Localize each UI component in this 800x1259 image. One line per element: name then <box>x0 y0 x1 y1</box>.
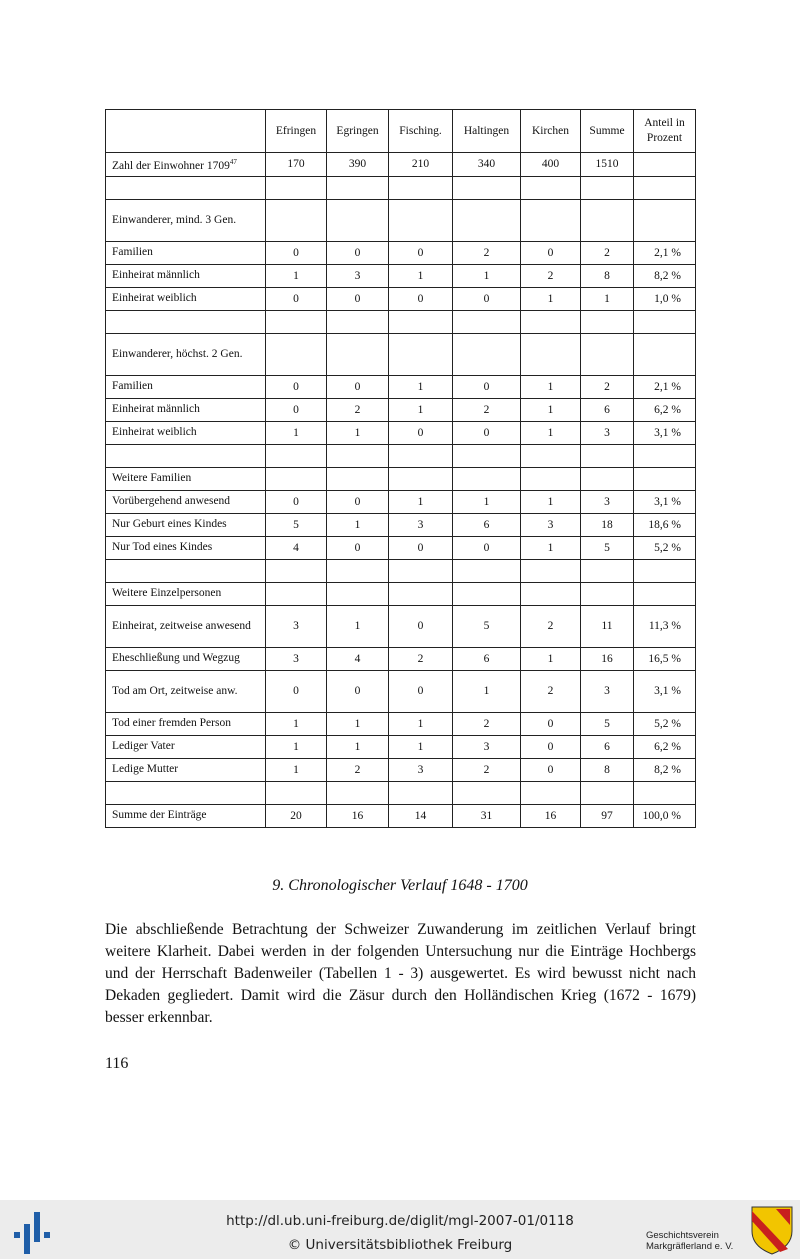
percent-cell: 5,2 % <box>634 712 696 735</box>
value-cell: 1510 <box>581 153 634 177</box>
value-cell <box>453 781 521 804</box>
row-label-text: Einwanderer, mind. 3 Gen. <box>112 213 237 226</box>
percent-cell: 3,1 % <box>634 490 696 513</box>
table-row <box>106 398 696 421</box>
percent-cell: 3,1 % <box>634 670 696 712</box>
value-cell <box>521 582 581 605</box>
value-cell <box>581 781 634 804</box>
value-cell <box>266 559 327 582</box>
value-cell <box>266 781 327 804</box>
value-cell: 1 <box>327 513 389 536</box>
value-cell: 0 <box>389 421 453 444</box>
column-header: Haltingen <box>453 110 521 153</box>
row-label <box>106 375 266 398</box>
row-label-text: Einheirat weiblich <box>112 292 197 305</box>
row-label-text: Weitere Familien <box>112 472 192 485</box>
row-label-text: Familien <box>112 246 153 259</box>
value-cell: 0 <box>266 398 327 421</box>
value-cell: 2 <box>453 712 521 735</box>
row-label <box>106 199 266 241</box>
value-cell: 0 <box>453 421 521 444</box>
row-label <box>106 264 266 287</box>
value-cell: 1 <box>389 375 453 398</box>
table-row <box>106 582 696 605</box>
value-cell: 6 <box>581 735 634 758</box>
value-cell: 6 <box>453 513 521 536</box>
table-row <box>106 264 696 287</box>
value-cell <box>581 467 634 490</box>
value-cell <box>327 176 389 199</box>
value-cell: 2 <box>521 605 581 647</box>
table-row <box>106 333 696 375</box>
value-cell <box>389 333 453 375</box>
value-cell <box>581 199 634 241</box>
value-cell: 1 <box>389 735 453 758</box>
value-cell <box>453 444 521 467</box>
value-cell <box>453 199 521 241</box>
value-cell: 1 <box>521 421 581 444</box>
value-cell <box>581 310 634 333</box>
value-cell: 170 <box>266 153 327 177</box>
value-cell <box>521 467 581 490</box>
percent-cell <box>634 176 696 199</box>
value-cell: 2 <box>453 398 521 421</box>
value-cell: 31 <box>453 804 521 827</box>
value-cell: 6 <box>581 398 634 421</box>
percent-cell <box>634 310 696 333</box>
value-cell: 0 <box>389 605 453 647</box>
value-cell: 1 <box>266 758 327 781</box>
value-cell <box>453 176 521 199</box>
value-cell: 1 <box>453 264 521 287</box>
column-header: Kirchen <box>521 110 581 153</box>
row-label <box>106 513 266 536</box>
value-cell: 0 <box>389 287 453 310</box>
table-row <box>106 287 696 310</box>
row-label <box>106 559 266 582</box>
value-cell: 97 <box>581 804 634 827</box>
value-cell <box>389 582 453 605</box>
row-label <box>106 467 266 490</box>
table-row <box>106 712 696 735</box>
footer-url-link[interactable]: http://dl.ub.uni-freiburg.de/diglit/mgl-2007-01/0118 <box>226 1213 574 1229</box>
value-cell: 1 <box>581 287 634 310</box>
row-label-text: Tod einer fremden Person <box>112 717 231 730</box>
value-cell: 0 <box>327 490 389 513</box>
table-row <box>106 153 696 177</box>
value-cell: 0 <box>453 287 521 310</box>
value-cell: 1 <box>389 712 453 735</box>
value-cell: 6 <box>453 647 521 670</box>
column-header: Efringen <box>266 110 327 153</box>
row-label <box>106 735 266 758</box>
percent-cell: 5,2 % <box>634 536 696 559</box>
value-cell: 1 <box>389 264 453 287</box>
value-cell: 3 <box>266 647 327 670</box>
value-cell: 2 <box>581 375 634 398</box>
value-cell <box>327 310 389 333</box>
percent-cell <box>634 199 696 241</box>
value-cell: 8 <box>581 758 634 781</box>
row-label <box>106 241 266 264</box>
table-row <box>106 310 696 333</box>
value-cell: 0 <box>266 287 327 310</box>
value-cell <box>521 199 581 241</box>
value-cell: 1 <box>521 490 581 513</box>
value-cell: 14 <box>389 804 453 827</box>
table-row <box>106 781 696 804</box>
section-heading: 9. Chronologischer Verlauf 1648 - 1700 <box>272 877 528 894</box>
percent-cell: 18,6 % <box>634 513 696 536</box>
value-cell: 3 <box>327 264 389 287</box>
value-cell <box>389 176 453 199</box>
page-number: 116 <box>105 1055 129 1072</box>
value-cell <box>521 559 581 582</box>
value-cell: 5 <box>266 513 327 536</box>
percent-cell: 1,0 % <box>634 287 696 310</box>
percent-cell <box>634 467 696 490</box>
value-cell: 0 <box>389 241 453 264</box>
value-cell: 0 <box>327 670 389 712</box>
value-cell <box>453 467 521 490</box>
percent-cell: 8,2 % <box>634 264 696 287</box>
value-cell: 0 <box>266 375 327 398</box>
percent-cell: 100,0 % <box>634 804 696 827</box>
percent-cell: 6,2 % <box>634 398 696 421</box>
value-cell: 1 <box>266 264 327 287</box>
value-cell: 3 <box>521 513 581 536</box>
value-cell <box>389 310 453 333</box>
value-cell <box>266 467 327 490</box>
table-row <box>106 735 696 758</box>
row-label-text: Familien <box>112 380 153 393</box>
value-cell: 16 <box>327 804 389 827</box>
value-cell: 1 <box>521 375 581 398</box>
value-cell: 1 <box>521 536 581 559</box>
row-label-text: Lediger Vater <box>112 740 175 753</box>
value-cell <box>453 559 521 582</box>
row-label <box>106 310 266 333</box>
table-row <box>106 804 696 827</box>
row-label-text: Einwanderer, höchst. 2 Gen. <box>112 347 243 360</box>
row-label <box>106 712 266 735</box>
value-cell <box>266 310 327 333</box>
row-label <box>106 490 266 513</box>
value-cell <box>266 333 327 375</box>
row-label-text: Vorübergehend anwesend <box>112 495 231 508</box>
table-row <box>106 605 696 647</box>
row-label-text: Zahl der Einwohner 1709 <box>112 159 230 172</box>
row-label <box>106 758 266 781</box>
value-cell: 0 <box>327 536 389 559</box>
percent-cell <box>634 582 696 605</box>
value-cell: 1 <box>327 605 389 647</box>
value-cell: 0 <box>453 536 521 559</box>
table-row <box>106 176 696 199</box>
row-label-text: Einheirat männlich <box>112 269 200 282</box>
table-row <box>106 670 696 712</box>
value-cell <box>389 781 453 804</box>
body-paragraph: Die abschließende Betrachtung der Schweizer Zuwanderung im zeitlichen Verlauf bringt weitere Klarheit. Dabei werden in der folgenden Untersuchung nur die Einträge Hochbergs und der Herrschaft Badenweiler (Tabellen 1 - 3) ausgewertet. Es wird bewusst nicht nach Dekaden gegliedert. Damit wird die Zäsur durch den Holländischen Krieg (1672 - 1679) besser erkennbar. <box>105 921 696 1026</box>
value-cell: 2 <box>581 241 634 264</box>
percent-cell <box>634 333 696 375</box>
row-label <box>106 421 266 444</box>
value-cell: 3 <box>266 605 327 647</box>
value-cell: 0 <box>453 375 521 398</box>
verein-name <box>646 1230 733 1252</box>
column-header: Egringen <box>327 110 389 153</box>
value-cell: 3 <box>389 758 453 781</box>
value-cell <box>327 559 389 582</box>
value-cell: 2 <box>389 647 453 670</box>
value-cell: 1 <box>266 421 327 444</box>
table-row <box>106 559 696 582</box>
value-cell: 3 <box>581 490 634 513</box>
table-row <box>106 647 696 670</box>
value-cell: 18 <box>581 513 634 536</box>
value-cell <box>389 199 453 241</box>
row-label-text: Nur Tod eines Kindes <box>112 541 213 554</box>
value-cell: 1 <box>389 398 453 421</box>
verein-name-line1: Geschichtsverein <box>646 1230 719 1241</box>
percent-cell: 3,1 % <box>634 421 696 444</box>
value-cell: 2 <box>327 758 389 781</box>
table-row <box>106 513 696 536</box>
value-cell: 210 <box>389 153 453 177</box>
value-cell <box>327 467 389 490</box>
value-cell: 3 <box>581 421 634 444</box>
value-cell: 1 <box>389 490 453 513</box>
value-cell <box>327 781 389 804</box>
value-cell: 0 <box>389 536 453 559</box>
row-label <box>106 176 266 199</box>
value-cell <box>453 582 521 605</box>
row-label <box>106 333 266 375</box>
statistics-table <box>105 109 696 828</box>
value-cell <box>266 444 327 467</box>
value-cell: 2 <box>521 264 581 287</box>
percent-cell: 8,2 % <box>634 758 696 781</box>
value-cell: 1 <box>266 735 327 758</box>
row-label-text: Tod am Ort, zeitweise anw. <box>112 684 238 697</box>
value-cell: 1 <box>521 647 581 670</box>
value-cell: 0 <box>521 758 581 781</box>
table-row <box>106 490 696 513</box>
table-row <box>106 467 696 490</box>
table-row <box>106 199 696 241</box>
value-cell: 20 <box>266 804 327 827</box>
value-cell: 0 <box>266 490 327 513</box>
row-label <box>106 287 266 310</box>
row-label-text: Einheirat, zeitweise anwesend <box>112 619 251 632</box>
value-cell: 11 <box>581 605 634 647</box>
value-cell: 1 <box>327 712 389 735</box>
row-label <box>106 153 266 177</box>
row-label <box>106 781 266 804</box>
value-cell: 0 <box>521 712 581 735</box>
value-cell: 0 <box>521 241 581 264</box>
value-cell: 2 <box>453 758 521 781</box>
row-label-text: Summe der Einträge <box>112 809 207 822</box>
row-label <box>106 670 266 712</box>
value-cell: 1 <box>327 735 389 758</box>
footnote-marker: 47 <box>229 158 237 166</box>
value-cell <box>327 199 389 241</box>
value-cell: 16 <box>521 804 581 827</box>
value-cell <box>453 310 521 333</box>
row-label <box>106 398 266 421</box>
percent-cell <box>634 781 696 804</box>
table-row <box>106 444 696 467</box>
value-cell: 0 <box>521 735 581 758</box>
value-cell: 400 <box>521 153 581 177</box>
row-label-text: Nur Geburt eines Kindes <box>112 518 227 531</box>
value-cell: 1 <box>266 712 327 735</box>
value-cell: 16 <box>581 647 634 670</box>
row-label-text: Einheirat weiblich <box>112 426 197 439</box>
column-header: Summe <box>581 110 634 153</box>
value-cell <box>521 781 581 804</box>
value-cell: 0 <box>266 241 327 264</box>
table-row <box>106 536 696 559</box>
value-cell <box>581 444 634 467</box>
table-row <box>106 375 696 398</box>
column-header: Anteil in Prozent <box>634 110 696 153</box>
verein-name-line2: Markgräflerland e. V. <box>646 1241 734 1252</box>
header-cell-empty <box>106 110 266 153</box>
value-cell <box>521 333 581 375</box>
row-label <box>106 804 266 827</box>
value-cell <box>327 582 389 605</box>
value-cell: 340 <box>453 153 521 177</box>
value-cell: 0 <box>327 287 389 310</box>
footer-copyright: © Universitätsbibliothek Freiburg <box>287 1237 513 1253</box>
value-cell <box>266 582 327 605</box>
percent-cell <box>634 559 696 582</box>
value-cell <box>581 176 634 199</box>
value-cell <box>389 559 453 582</box>
value-cell: 1 <box>453 490 521 513</box>
percent-cell <box>634 444 696 467</box>
table-row <box>106 421 696 444</box>
value-cell <box>521 176 581 199</box>
row-label <box>106 647 266 670</box>
value-cell <box>389 467 453 490</box>
row-label-text: Eheschließung und Wegzug <box>112 652 240 665</box>
value-cell: 0 <box>266 670 327 712</box>
row-label-text: Einheirat männlich <box>112 403 200 416</box>
percent-cell: 11,3 % <box>634 605 696 647</box>
value-cell: 5 <box>453 605 521 647</box>
value-cell: 1 <box>521 287 581 310</box>
column-header: Fisching. <box>389 110 453 153</box>
value-cell <box>327 333 389 375</box>
value-cell: 0 <box>327 375 389 398</box>
viewer-footer <box>0 1200 800 1259</box>
percent-cell: 6,2 % <box>634 735 696 758</box>
value-cell <box>581 333 634 375</box>
value-cell: 3 <box>453 735 521 758</box>
value-cell: 0 <box>389 670 453 712</box>
value-cell: 3 <box>389 513 453 536</box>
table-row <box>106 758 696 781</box>
value-cell: 8 <box>581 264 634 287</box>
value-cell <box>327 444 389 467</box>
value-cell: 390 <box>327 153 389 177</box>
value-cell <box>581 559 634 582</box>
row-label <box>106 582 266 605</box>
table-row <box>106 241 696 264</box>
value-cell <box>266 199 327 241</box>
value-cell: 3 <box>581 670 634 712</box>
value-cell: 4 <box>266 536 327 559</box>
value-cell: 2 <box>521 670 581 712</box>
value-cell: 1 <box>453 670 521 712</box>
value-cell: 2 <box>327 398 389 421</box>
table-header-row <box>106 110 696 153</box>
value-cell <box>453 333 521 375</box>
percent-cell: 2,1 % <box>634 241 696 264</box>
row-label <box>106 605 266 647</box>
value-cell <box>581 582 634 605</box>
verein-crest-icon <box>750 1205 794 1255</box>
row-label-text: Weitere Einzelpersonen <box>112 587 222 600</box>
percent-cell: 16,5 % <box>634 647 696 670</box>
value-cell: 5 <box>581 712 634 735</box>
percent-cell: 2,1 % <box>634 375 696 398</box>
value-cell <box>521 310 581 333</box>
row-label <box>106 444 266 467</box>
value-cell: 0 <box>327 241 389 264</box>
row-label <box>106 536 266 559</box>
percent-cell <box>634 153 696 177</box>
value-cell <box>266 176 327 199</box>
value-cell <box>521 444 581 467</box>
value-cell: 1 <box>521 398 581 421</box>
value-cell: 4 <box>327 647 389 670</box>
value-cell: 2 <box>453 241 521 264</box>
value-cell <box>389 444 453 467</box>
value-cell: 5 <box>581 536 634 559</box>
row-label-text: Ledige Mutter <box>112 763 179 776</box>
value-cell: 1 <box>327 421 389 444</box>
